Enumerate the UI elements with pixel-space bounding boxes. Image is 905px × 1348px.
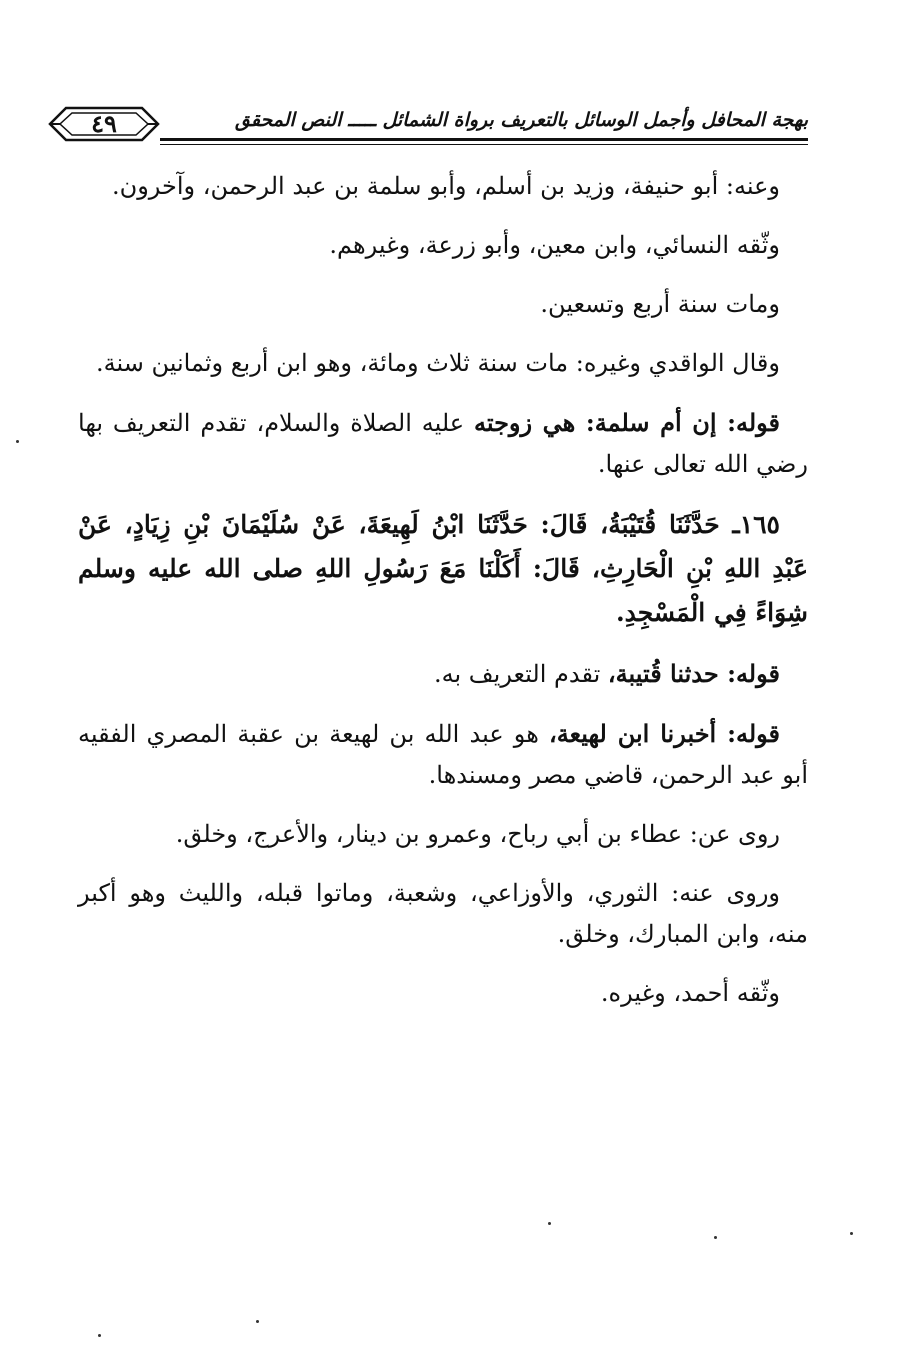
hadith-text — [78, 503, 808, 635]
paragraph — [78, 814, 808, 855]
scan-speck — [16, 440, 19, 443]
scan-speck — [548, 1222, 551, 1225]
paragraph-text: وثّقه النسائي، وابن معين، وأبو زرعة، وغيرهم. — [329, 231, 780, 259]
paragraph-text: وقال الواقدي وغيره: مات سنة ثلاث ومائة، وهو ابن أربع وثمانين سنة. — [95, 349, 780, 377]
scan-speck — [256, 1320, 259, 1323]
paragraph-text: هو عبد الله بن لهيعة بن عقبة المصري الفقيه أبو عبد الرحمن، قاضي مصر ومسندها. — [78, 720, 808, 789]
scan-speck — [98, 1334, 101, 1337]
paragraph-lead: قوله: حدثنا قُتيبة، — [607, 659, 780, 688]
scan-speck — [714, 1236, 717, 1239]
paragraph-lead: قوله: أخبرنا ابن لهيعة، — [549, 719, 780, 748]
paragraph-text: روى عن: عطاء بن أبي رباح، وعمرو بن دينار، والأعرج، وخلق. — [175, 820, 780, 848]
paragraph-lead: قوله: إن أم سلمة: هي زوجته — [473, 408, 780, 437]
paragraph-text: عليه الصلاة والسلام، تقدم التعريف بها رضي الله تعالى عنها. — [78, 409, 808, 478]
page-body — [78, 166, 808, 1032]
paragraph — [78, 653, 808, 695]
running-header — [38, 100, 808, 148]
running-title: بهجة المحافل وأجمل الوسائل بالتعريف برواة الشمائل ـــــ النص المحقق — [235, 109, 808, 131]
scan-speck — [850, 1232, 853, 1235]
paragraph-text: تقدم التعريف به. — [433, 660, 608, 688]
header-rule-thin — [160, 144, 808, 145]
paragraph-text: وثّقه أحمد، وغيره. — [600, 979, 780, 1007]
paragraph-text: ومات سنة أربع وتسعين. — [540, 290, 780, 318]
header-rule-thick — [160, 138, 808, 141]
paragraph — [78, 225, 808, 266]
paragraph — [78, 166, 808, 207]
page-number-badge — [48, 104, 160, 144]
hadith-body: ١٦٥ـ حَدَّثَنَا قُتَيْبَةُ، قَالَ: حَدَّثَنَا ابْنُ لَهِيعَةَ، عَنْ سُلَيْمَانَ بْنِ زِيَادٍ، عَنْ عَبْدِ اللهِ بْنِ الْحَارِثِ، قَالَ: أَكَلْنَا مَعَ رَسُولِ اللهِ صلى الله عليه وسلم شِوَاءً فِي الْمَسْجِدِ. — [78, 510, 808, 627]
paragraph — [78, 973, 808, 1014]
paragraph — [78, 713, 808, 796]
page-number: ٤٩ — [91, 109, 117, 138]
paragraph — [78, 402, 808, 485]
paragraph — [78, 343, 808, 384]
paragraph-text: وروى عنه: الثوري، والأوزاعي، وشعبة، وماتوا قبله، والليث وهو أكبر منه، وابن المبارك، وخلق. — [78, 879, 808, 948]
paragraph-text: وعنه: أبو حنيفة، وزيد بن أسلم، وأبو سلمة بن عبد الرحمن، وآخرون. — [111, 172, 780, 200]
paragraph — [78, 873, 808, 955]
paragraph — [78, 284, 808, 325]
